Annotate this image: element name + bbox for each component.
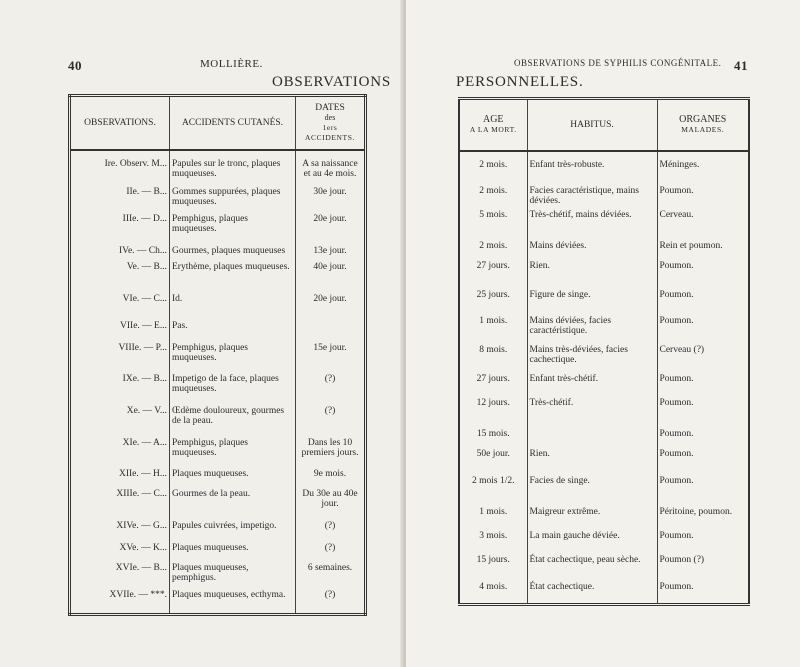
cell-hab: Enfant très-robuste. <box>527 151 657 183</box>
cell-org: Poumon. <box>659 289 694 300</box>
cell-acc: Plaques muqueuses. <box>170 540 296 560</box>
table-row <box>70 560 366 587</box>
cell-hab: État cachectique, peau sèche. <box>527 552 657 579</box>
table-row <box>70 435 366 466</box>
table-row <box>70 486 366 518</box>
table-row <box>70 211 366 243</box>
cell-acc: Id. <box>170 291 296 318</box>
cell-date: (?) <box>324 520 336 531</box>
cell-acc: Gommes suppurées, plaques muqueuses. <box>170 184 296 211</box>
cell-acc: Papules sur le tronc, plaques muqueuses. <box>170 150 296 184</box>
left-running-head: MOLLIÈRE. <box>200 58 263 70</box>
cell-hab: Figure de singe. <box>527 287 657 313</box>
cell-obs: XIVe. — G... <box>70 518 170 540</box>
left-table-body <box>70 150 366 615</box>
table-row <box>459 446 749 473</box>
cell-age: 25 jours. <box>459 287 527 313</box>
cell-obs: XIe. — A... <box>70 435 170 466</box>
cell-obs: Ire. Observ. M... <box>70 150 170 184</box>
table-row <box>70 403 366 435</box>
cell-org: Poumon. <box>659 448 694 459</box>
cell-date: 30e jour. <box>313 186 347 197</box>
table-row <box>70 259 366 291</box>
right-section-title: PERSONNELLES. <box>456 74 584 90</box>
cell-age: 2 mois. <box>459 151 527 183</box>
cell-age: 1 mois. <box>459 504 527 528</box>
table-row <box>459 371 749 395</box>
cell-age: 4 mois. <box>459 579 527 605</box>
cell-age: 12 jours. <box>459 395 527 426</box>
cell-org: Méninges. <box>659 159 700 170</box>
cell-age: 2 mois. <box>459 238 527 258</box>
cell-acc: Impetigo de la face, plaques muqueuses. <box>170 371 296 403</box>
cell-org: Cerveau (?) <box>659 344 705 355</box>
cell-hab <box>527 426 657 446</box>
cell-org: Poumon. <box>659 428 694 439</box>
cell-acc: Papules cuivrées, impetigo. <box>170 518 296 540</box>
table-row <box>70 371 366 403</box>
cell-org: Cerveau. <box>659 209 694 220</box>
cell-age: 8 mois. <box>459 342 527 371</box>
cell-org: Poumon. <box>659 397 694 408</box>
cell-obs: XIIe. — H... <box>70 466 170 486</box>
cell-age: 3 mois. <box>459 528 527 552</box>
cell-hab: État cachectique. <box>527 579 657 605</box>
right-page <box>406 0 800 667</box>
cell-org: Poumon. <box>659 530 694 541</box>
table-row <box>459 528 749 552</box>
cell-hab: Facies de singe. <box>527 473 657 504</box>
cell-date: 20e jour. <box>313 213 347 224</box>
table-row <box>459 287 749 313</box>
table-row <box>459 342 749 371</box>
cell-obs: XVe. — K... <box>70 540 170 560</box>
table-row <box>70 466 366 486</box>
cell-obs: VIe. — C... <box>70 291 170 318</box>
cell-date: A sa naissance et au 4e mois. <box>302 158 358 179</box>
col-header-organes <box>657 99 749 151</box>
cell-hab: Rien. <box>527 446 657 473</box>
cell-org: Poumon. <box>659 373 694 384</box>
cell-acc: Pas. <box>170 318 296 340</box>
age-header-line1: AGE <box>482 113 504 125</box>
table-row <box>70 518 366 540</box>
cell-date: (?) <box>324 589 336 600</box>
cell-date: Dans les 10 premiers jours. <box>301 437 359 458</box>
table-row <box>459 313 749 342</box>
cell-date: 9e mois. <box>313 468 347 479</box>
cell-date: 6 semaines. <box>307 562 353 573</box>
cell-obs: VIIIe. — P... <box>70 340 170 371</box>
table-row <box>70 150 366 184</box>
cell-acc: Pemphigus, plaques muqueuses. <box>170 340 296 371</box>
cell-acc: Erythème, plaques muqueuses. <box>170 259 296 291</box>
cell-age: 2 mois. <box>459 183 527 207</box>
cell-age: 1 mois. <box>459 313 527 342</box>
cell-hab: Maigreur extrême. <box>527 504 657 528</box>
cell-org: Poumon. <box>659 315 694 326</box>
table-row <box>459 151 749 183</box>
cell-acc: Pemphigus, plaques muqueuses. <box>170 211 296 243</box>
cell-obs: XIIIe. — C... <box>70 486 170 518</box>
col-header-age <box>459 99 527 151</box>
cell-org: Poumon. <box>659 581 694 592</box>
cell-age: 5 mois. <box>459 207 527 238</box>
table-row <box>459 552 749 579</box>
right-table-body <box>459 151 749 605</box>
cell-org: Poumon. <box>659 260 694 271</box>
cell-hab: Mains déviées, facies caractéristique. <box>527 313 657 342</box>
cell-org: Poumon (?) <box>659 554 705 565</box>
cell-date: 40e jour. <box>313 261 347 272</box>
cell-hab: Mains très-déviées, facies cachectique. <box>527 342 657 371</box>
table-row <box>70 318 366 340</box>
cell-date: 13e jour. <box>313 245 347 256</box>
cell-hab: Très-chétif. <box>527 395 657 426</box>
cell-age: 27 jours. <box>459 371 527 395</box>
right-page-number: 41 <box>734 58 748 73</box>
cell-age: 50e jour. <box>459 446 527 473</box>
table-row <box>459 183 749 207</box>
table-row <box>70 243 366 259</box>
cell-hab: La main gauche déviée. <box>527 528 657 552</box>
cell-obs: VIIe. — E... <box>70 318 170 340</box>
cell-date <box>296 318 366 340</box>
cell-age: 27 jours. <box>459 258 527 287</box>
table-row <box>70 540 366 560</box>
cell-age: 15 mois. <box>459 426 527 446</box>
cell-hab: Enfant très-chétif. <box>527 371 657 395</box>
table-row <box>70 340 366 371</box>
left-section-title: OBSERVATIONS <box>272 74 391 90</box>
cell-age: 2 mois 1/2. <box>459 473 527 504</box>
organes-header-line1: ORGANES <box>679 113 727 125</box>
cell-obs: XVIIe. — ***. <box>70 587 170 615</box>
table-row <box>459 426 749 446</box>
dates-header-line1: DATES <box>315 102 345 113</box>
cell-obs: IVe. — Ch... <box>70 243 170 259</box>
cell-date: (?) <box>324 373 336 384</box>
cell-age: 15 jours. <box>459 552 527 579</box>
age-header-line2: A LA MORT. <box>469 124 517 134</box>
table-row <box>70 587 366 615</box>
table-row <box>459 238 749 258</box>
table-row <box>459 207 749 238</box>
table-row <box>459 395 749 426</box>
cell-obs: Ve. — B... <box>70 259 170 291</box>
cell-acc: Gourmes de la peau. <box>170 486 296 518</box>
left-page-number: 40 <box>68 58 82 73</box>
cell-org: Péritoine, poumon. <box>659 506 733 517</box>
dates-header-line3: 1ers ACCIDENTS. <box>305 122 355 142</box>
cell-org: Poumon. <box>659 185 694 196</box>
cell-obs: Xe. — V... <box>70 403 170 435</box>
left-table <box>68 94 367 616</box>
cell-hab: Facies caractéristique, mains déviées. <box>527 183 657 207</box>
cell-obs: IXe. — B... <box>70 371 170 403</box>
cell-date: Du 30e au 40e jour. <box>302 488 358 509</box>
cell-hab: Très-chétif, mains déviées. <box>527 207 657 238</box>
cell-org: Rein et poumon. <box>659 240 723 251</box>
dates-header-line2: des <box>324 112 336 122</box>
cell-acc: Gourmes, plaques muqueuses <box>170 243 296 259</box>
cell-date: (?) <box>324 542 336 553</box>
table-row <box>459 579 749 605</box>
cell-hab: Mains déviées. <box>527 238 657 258</box>
table-row <box>70 291 366 318</box>
table-row <box>459 473 749 504</box>
table-row <box>70 184 366 211</box>
col-header-observations: OBSERVATIONS. <box>70 96 170 150</box>
cell-org: Poumon. <box>659 475 694 486</box>
organes-header-line2: MALADES. <box>681 124 725 134</box>
cell-date: 15e jour. <box>313 342 347 353</box>
col-header-accidents: ACCIDENTS CUTANÉS. <box>170 96 296 150</box>
cell-date: (?) <box>324 405 336 416</box>
cell-acc: Plaques muqueuses. <box>170 466 296 486</box>
col-header-habitus: HABITUS. <box>527 99 657 151</box>
table-row <box>459 258 749 287</box>
cell-acc: Pemphigus, plaques muqueuses. <box>170 435 296 466</box>
cell-hab: Rien. <box>527 258 657 287</box>
right-running-head: OBSERVATIONS DE SYPHILIS CONGÉNITALE. <box>514 58 722 68</box>
cell-obs: IIIe. — D... <box>70 211 170 243</box>
cell-acc: Plaques muqueuses, pemphigus. <box>170 560 296 587</box>
cell-obs: IIe. — B... <box>70 184 170 211</box>
cell-acc: Œdème douloureux, gourmes de la peau. <box>170 403 296 435</box>
col-header-dates <box>296 96 366 150</box>
cell-obs: XVIe. — B... <box>70 560 170 587</box>
table-row <box>459 504 749 528</box>
right-table <box>458 97 750 606</box>
cell-date: 20e jour. <box>313 293 347 304</box>
cell-acc: Plaques muqueuses, ecthyma. <box>170 587 296 615</box>
